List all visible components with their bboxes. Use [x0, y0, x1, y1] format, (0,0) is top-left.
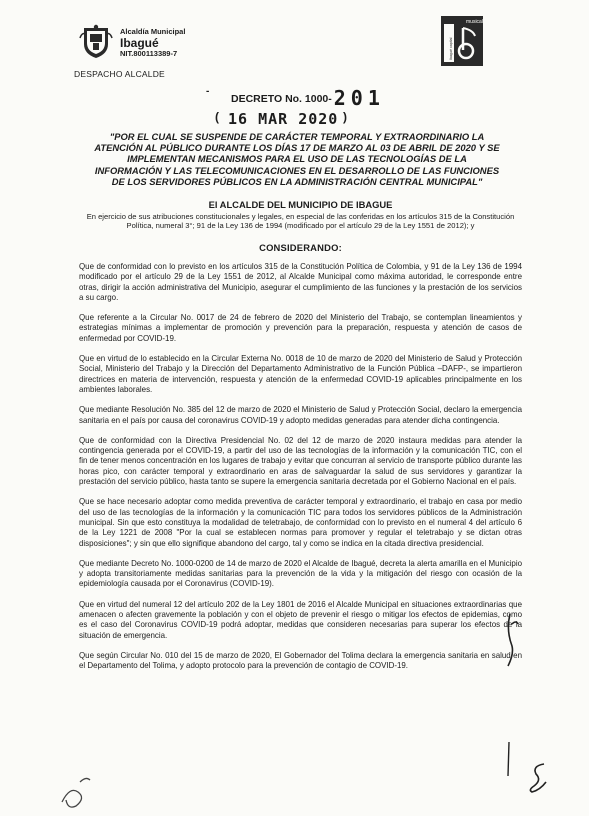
intro-paragraph: En ejercicio de sus atribuciones constitucionales y legales, en especial de las conferidas en los artículos 315 de la Constitución Política, numeral 3°; 91 de la Ley 136 de 1994 (modificado por el artículo 29 de la Ley 1551 de 2012); y — [86, 212, 515, 231]
date-paren-open: ( — [215, 110, 219, 124]
seal-city: Ibagué — [120, 35, 159, 50]
consideration-paragraph: Que según Circular No. 010 del 15 de marzo de 2020, El Gobernador del Tolima declara la emergencia sanitaria en salud en el Departamento del Tolima, y adopto protocolo para la prevención de contagio de COVID-19. — [79, 650, 522, 671]
consideration-paragraph: Que de conformidad con lo previsto en los artículos 315 de la Constitución Política de Colombia, y 91 de la Ley 136 de 1994 modificado por el artículo 29 de la Ley 1551 de 2012, al Alcalde Municipal como máxima autoridad, le corresponde entre otras, dirigir la acción administrativa del Municipio, asegurar el cumplimiento de las funciones y la prestación de los servicios a su cargo. — [79, 262, 522, 302]
coat-of-arms-icon — [78, 24, 114, 60]
decreto-title: "POR EL CUAL SE SUSPENDE DE CARÁCTER TEMPORAL Y EXTRAORDINARIO LA ATENCIÓN AL PÚBLICO DURANTE LOS DÍAS 17 DE MARZO AL 03 DE ABRIL DE 2020 Y SE IMPLEMENTAN MECANISMOS PARA EL USO DE LAS TECNOLOGÍAS DE LA INFORMACIÓN Y LAS TELECOMUNICACIONES EN EL DESARROLLO DE LAS FUNCIONES DE LOS SERVIDORES PÚBLICOS EN LA ADMINISTRACIÓN CENTRAL MUNICIPAL" — [94, 131, 500, 187]
considerando-heading: CONSIDERANDO: — [259, 242, 342, 253]
handwritten-signature-mark — [524, 760, 554, 794]
date-paren-close: ) — [343, 110, 347, 124]
decreto-date-stamp: 16 MAR 2020 — [228, 110, 339, 128]
municipal-seal-text — [120, 28, 185, 59]
margin-initial-mark — [500, 610, 522, 690]
consideration-paragraph: Que se hace necesario adoptar como medida preventiva de carácter temporal y extraordinario, el trabajo en casa por medio del uso de las tecnologías de la información y la comunicación TIC para todos los servidores públicos de la Administración municipal. Sin que esto constituya la modalidad de teletrabajo, de conformidad con lo previsto en el numeral 4 del artículo 6 de la Ley 1221 de 2008 "Por la cual se establecen normas para promover y regular el teletrabajo y se dictan otras disposiciones"; y sin que ello signifique abandono del cargo, tal y como se indica en la citada directiva presidencial. — [79, 497, 522, 548]
seal-nit: NIT.800113389-7 — [120, 49, 178, 59]
considerations-list — [79, 262, 522, 672]
consideration-paragraph: Que mediante Resolución No. 385 del 12 de marzo de 2020 el Ministerio de Salud y Protección Social, declaro la emergencia sanitaria en el país por causa del coronavirus COVID-19 y adopto medidas generadas para atender dicha contingencia. — [79, 405, 522, 425]
consideration-paragraph: Que mediante Decreto No. 1000-0200 de 14 de marzo de 2020 el Alcalde de Ibagué, decreta la alerta amarilla en el Municipio y adopta transitoriamente medidas sanitarias para la prevención de la vida y la mitigación del riesgo con ocasión de la epidemiología causada por el Coronavirus (COVID-19). — [79, 558, 523, 589]
decreto-label: DECRETO No. 1000- — [231, 93, 332, 105]
decreto-number: 201 — [333, 86, 385, 110]
consideration-paragraph: Que referente a la Circular No. 0017 de 24 de febrero de 2020 del Ministerio del Trabajo, se contemplan lineamientos y estrategias mínimas a implementar de promoción y prevención para la preparación, respuesta y atención de casos de enfermedad por COVID-19. — [79, 313, 522, 343]
despacho-label: DESPACHO ALCALDE — [74, 69, 165, 79]
seal-line-1: Alcaldía Municipal — [120, 27, 186, 36]
right-logo-text: musical — [466, 19, 483, 25]
consideration-paragraph: Que en virtud de lo establecido en la Circular Externa No. 0018 de 10 de marzo de 2020 del Ministerio de Salud y Protección Social, Ministerio del Trabajo y la Dirección del Departamento Administrativo de la Función Pública –DAFP-, se impartieron directrices en materia de intervención, respuesta y atención de la enfermedad COVID-19 aplicables principalmente en los ambientes laborales. — [79, 354, 522, 394]
bottom-left-handwritten-mark — [56, 772, 96, 812]
right-logo-side-text: Ibagué capital — [449, 37, 453, 60]
decreto-heading — [231, 86, 385, 110]
musical-capital-logo-icon — [441, 16, 483, 66]
decreto-dash: - — [206, 86, 210, 97]
alcalde-heading: El ALCALDE DEL MUNICIPIO DE IBAGUE — [208, 199, 393, 210]
consideration-paragraph: Que de conformidad con la Directiva Presidencial No. 02 del 12 de marzo de 2020 instaura medidas para atender la contingencia generada por el COVID-19, a partir del uso de las tecnologías de la información y la comunicación TIC, con el fin de tener menos concentración en los lugares de trabajo y evitar que concurran al servicio de transporte público durante las horas pico, con carácter temporal y extraordinario en aras de salvaguardar la salud de sus servidores y garantizar la prestación del servicio público, hasta tanto se supere la emergencia sanitaria decretada por el Gobierno Nacional en el país. — [79, 435, 522, 487]
margin-vertical-mark — [500, 740, 522, 788]
consideration-paragraph: Que en virtud del numeral 12 del artículo 202 de la Ley 1801 de 2016 el Alcalde Municipal en situaciones extraordinarias que amenacen o afecten gravemente la población y con el objeto de prevenir el riesgo o mitigar los efectos de epidemias, como es el caso del Coronavirus COVID-19 podrá adoptar, medidas que consideren necesarias para superar los efectos de la situación de emergencia. — [79, 599, 522, 640]
